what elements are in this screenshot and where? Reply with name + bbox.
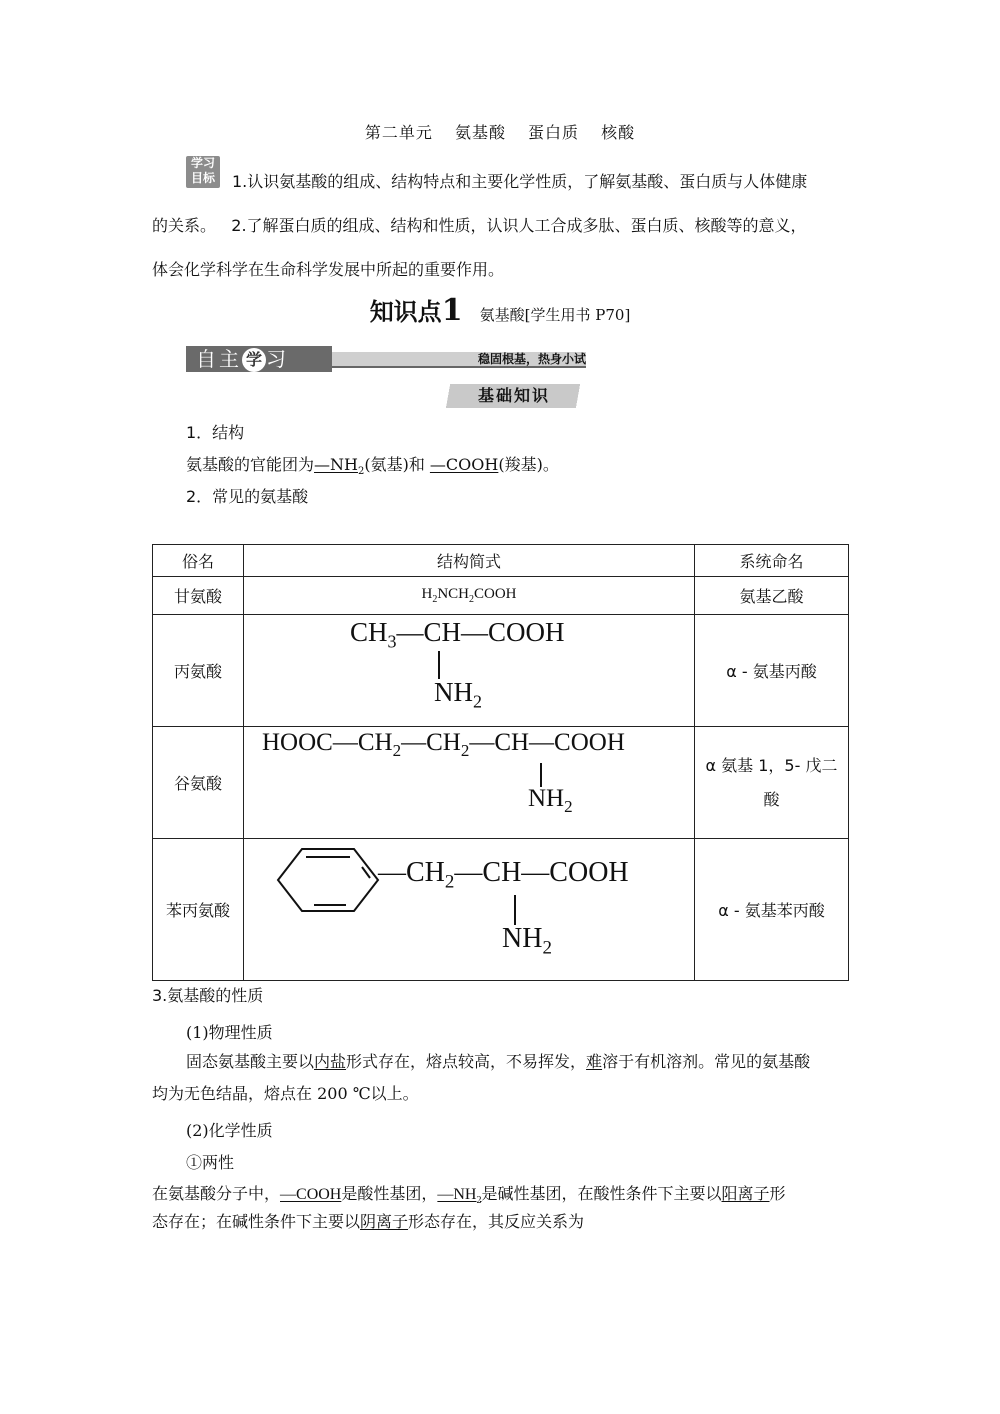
table-header-row <box>153 545 849 577</box>
amphoteric-heading: ①两性 <box>186 1153 235 1172</box>
answer-nh2: $—NH_2$ <box>437 1186 482 1207</box>
knowledge-point-heading: 知识点1 氨基酸[学生用书 P70] <box>369 293 631 328</box>
system-name: α - 氨基苯丙酸 <box>695 839 849 981</box>
answer-carboxyl-group: —COOH <box>429 455 499 474</box>
chemical-properties-heading: (2)化学性质 <box>186 1121 273 1140</box>
section-2-heading: 2．常见的氨基酸 <box>186 487 309 506</box>
title-nucleic-acid: 核酸 <box>601 123 636 142</box>
physical-properties-heading: (1)物理性质 <box>186 1023 273 1042</box>
banner-slogan: 稳固根基，热身小试 <box>477 352 586 366</box>
table-row <box>153 615 849 727</box>
learning-goal-line-3: 体会化学科学在生命科学发展中所起的重要作用。 <box>152 260 505 279</box>
self-study-banner: 自主 学 习 <box>186 346 332 372</box>
common-name: 甘氨酸 <box>153 577 244 615</box>
physical-properties-text-2: 均为无色结晶，熔点在 200 ℃以上。 <box>152 1084 419 1103</box>
page-title <box>0 120 1000 143</box>
answer-anion: 阴离子 <box>360 1212 409 1231</box>
learning-goal-line-1: 1.认识氨基酸的组成、结构特点和主要化学性质，了解氨基酸、蛋白质与人体健康 <box>232 172 808 191</box>
section-3-heading: 3.氨基酸的性质 <box>152 986 264 1005</box>
common-name: 苯丙氨酸 <box>153 839 244 981</box>
system-name: 氨基乙酸 <box>695 577 849 615</box>
title-protein: 蛋白质 <box>528 123 580 142</box>
amphoteric-text: 在氨基酸分子中，—COOH是酸性基团，$—NH_2$是碱性基团，在酸性条件下主要以阳离子形 <box>152 1184 786 1207</box>
table-row <box>153 577 849 615</box>
learning-goals-badge: 学习 目标 <box>186 156 220 188</box>
system-name: α 氨基 1，5- 戊二 酸 <box>695 727 849 839</box>
unit-label: 第二单元 <box>364 123 433 142</box>
header-system-name: 系统命名 <box>695 545 849 577</box>
section-1-heading: 1．结构 <box>186 423 245 442</box>
structure-formula: $H_2NCH_2COOH$ <box>244 577 695 615</box>
section-tag: 基础知识 <box>440 384 588 408</box>
amino-acid-table <box>152 544 849 981</box>
common-name: 丙氨酸 <box>153 615 244 727</box>
table-row <box>153 727 849 839</box>
structure-formula: $CH_3—CH—COOH$ $NH_2$ <box>244 615 695 727</box>
physical-properties-text: 固态氨基酸主要以内盐形式存在，熔点较高，不易挥发，难溶于有机溶剂。常见的氨基酸 <box>186 1052 811 1071</box>
common-name: 谷氨酸 <box>153 727 244 839</box>
header-common-name: 俗名 <box>153 545 244 577</box>
table-row <box>153 839 849 981</box>
learning-goal-line-2: 的关系。 2.了解蛋白质的组成、结构和性质，认识人工合成多肽、蛋白质、核酸等的意义， <box>152 216 807 235</box>
benzene-ring-icon <box>276 845 380 915</box>
title-amino-acid: 氨基酸 <box>454 123 506 142</box>
system-name: α - 氨基丙酸 <box>695 615 849 727</box>
structure-formula: $HOOC—CH_2—CH_2—CH—COOH$ $NH_2$ <box>244 727 695 839</box>
structure-formula: $—CH_2—CH—COOH$ $NH_2$ <box>244 839 695 981</box>
answer-inner-salt: 内盐 <box>314 1052 347 1071</box>
answer-amino-group: $—NH_2$ <box>314 455 365 478</box>
banner-circle-char: 学 <box>242 348 266 372</box>
header-structure: 结构简式 <box>244 545 695 577</box>
answer-cooh: —COOH <box>280 1186 342 1203</box>
section-1-text: 氨基酸的官能团为$—NH_2$(氨基)和 —COOH(羧基)。 <box>186 455 559 478</box>
answer-hard: 难 <box>586 1052 603 1071</box>
amphoteric-text-2: 态存在；在碱性条件下主要以阴离子形态存在，其反应关系为 <box>152 1212 585 1231</box>
answer-cation: 阳离子 <box>721 1184 770 1203</box>
